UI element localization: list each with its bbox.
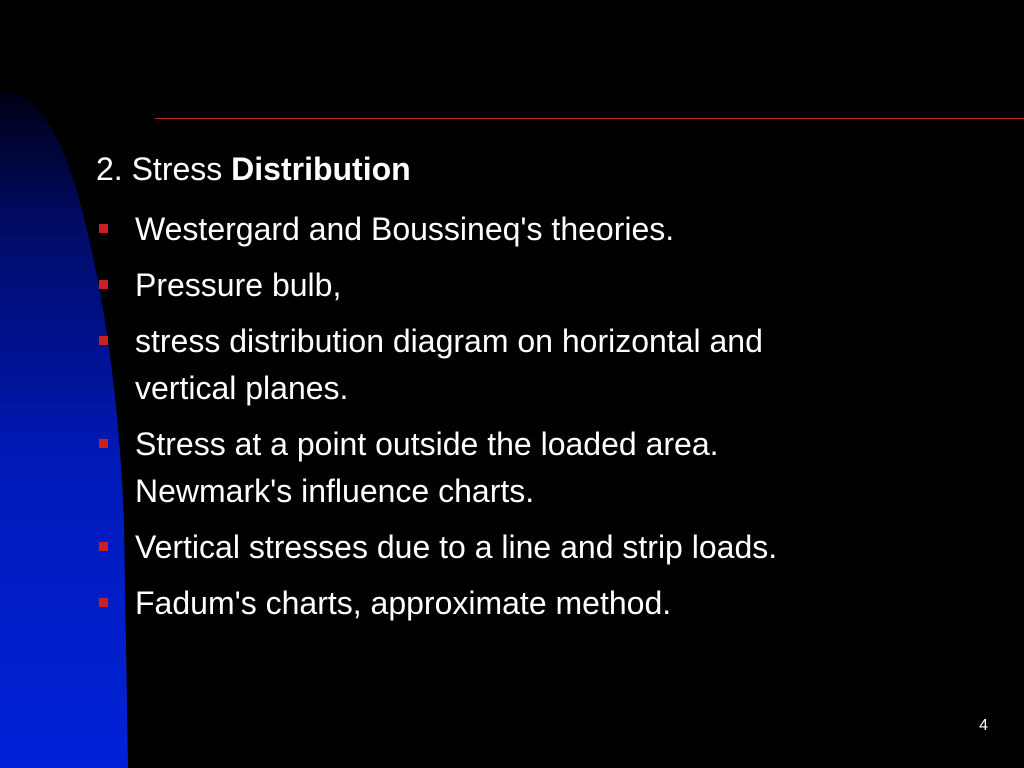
bullet-text-line1: Stress at a point outside the loaded area. [135, 426, 719, 462]
bullet-item [96, 318, 996, 412]
bullet-item [96, 580, 996, 627]
bullet-item [96, 206, 996, 253]
bullet-list [96, 206, 996, 636]
bullet-text: Westergard and Boussineq's theories. [135, 211, 675, 247]
slide-number: 4 [979, 717, 988, 734]
top-divider-line [155, 118, 1024, 119]
bullet-item [96, 421, 996, 515]
bullet-item [96, 524, 996, 571]
bullet-text: Pressure bulb, [135, 267, 342, 303]
heading-prefix: 2. Stress [96, 151, 232, 187]
bullet-marker-icon [99, 439, 108, 448]
bullet-item [96, 262, 996, 309]
bullet-text: Vertical stresses due to a line and strip loads. [135, 529, 778, 565]
bullet-marker-icon [99, 542, 108, 551]
bullet-marker-icon [99, 280, 108, 289]
bullet-text-line2: vertical planes. [135, 370, 349, 406]
bullet-text-line1: stress distribution diagram on horizontal and [135, 323, 763, 359]
bullet-marker-icon [99, 224, 108, 233]
bullet-marker-icon [99, 598, 108, 607]
bullet-text: Fadum's charts, approximate method. [135, 585, 672, 621]
bullet-text-line2: Newmark's influence charts. [135, 473, 535, 509]
slide-heading [96, 150, 411, 188]
heading-bold: Distribution [231, 151, 411, 187]
bullet-marker-icon [99, 336, 108, 345]
